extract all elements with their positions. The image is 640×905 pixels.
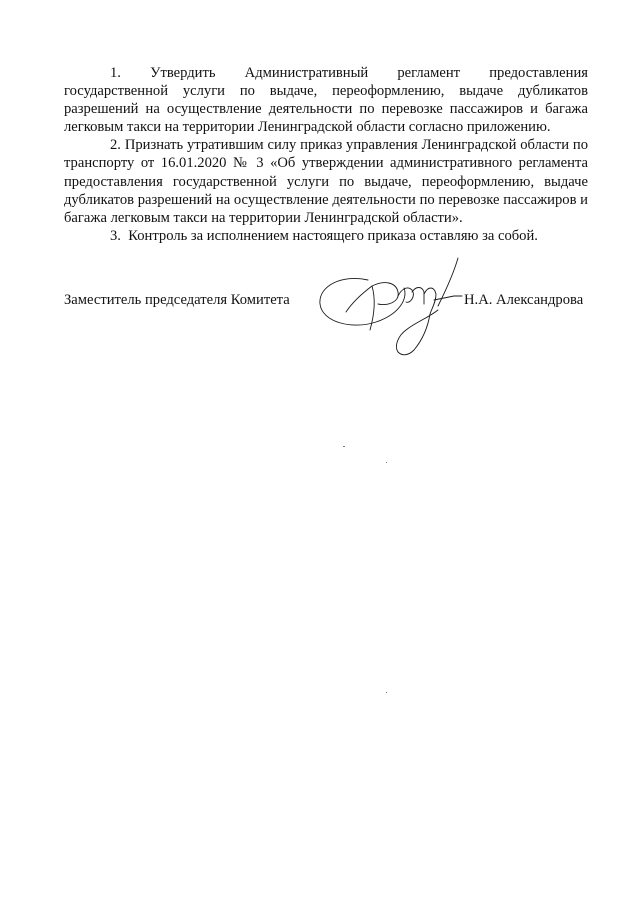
paragraph-1 [64, 64, 588, 136]
paragraph-1-text: Утвердить Административный регламент предоставления государственной услуги по выдаче, переоформлению, выдаче дубликатов разрешений на осуществление деятельности по перевозке пассажиров и багажа легковым такси на территории Ленинградской области согласно приложению. [64, 65, 588, 136]
signatory-name: Н.А. Александрова [464, 292, 584, 308]
paragraph-3-number: 3. [110, 227, 121, 244]
paragraph-1-number: 1. [110, 65, 121, 81]
document-body [64, 64, 588, 245]
paragraph-2-text: Признать утратившим силу приказ управления Ленинградской области по транспорту от 16.01.2020 № 3 «Об утверждении административного регламента предоставления государственной услуги по выдаче, переоформлению, выдаче дубликатов разрешений на осуществление деятельности по перевозке пассажиров и багажа легковым такси на территории Ленинградской области». [64, 137, 588, 226]
handwritten-signature [312, 252, 472, 362]
paragraph-2 [64, 136, 588, 226]
paragraph-3 [64, 227, 588, 245]
scan-speck [343, 446, 345, 447]
paragraph-3-text: Контроль за исполнением настоящего приказа оставляю за собой. [128, 227, 538, 244]
scan-speck [386, 692, 387, 693]
paragraph-2-number: 2. [110, 137, 121, 154]
scan-speck [386, 462, 387, 463]
signatory-title: Заместитель председателя Комитета [64, 292, 290, 308]
